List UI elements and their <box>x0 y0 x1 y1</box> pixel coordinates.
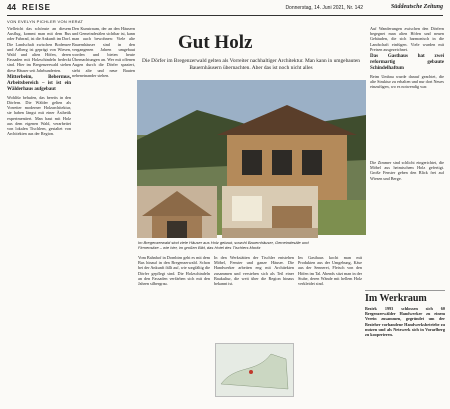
box-title: Im Werkraum <box>365 293 427 304</box>
region-map <box>215 343 294 397</box>
headline-title: Gut Holz <box>178 32 253 53</box>
article-column-6: Auf Wanderungen zwischen den Dörfern begegnet man alten Höfen und neuen Gebäuden, die sich harmonisch in die Landschaft einfügen. Viele wurden mit Preisen ausgezeichnet. Das Gasthaus hat zwei reformartig gebaute Schindelhaftum Beim Umbau wurde darauf geachtet, die alte Struktur zu erhalten und nur dort Neues einzufügen, wo es notwendig war. <box>370 26 444 90</box>
photo-room <box>222 186 318 238</box>
box-text: Bezirk 1993 schlossen sich 60 Bregenzerwälder Handwerker zu einem Verein zusammen, gegründet um der Bezieher vorhandene Handwerksbetriebe zu nutzen und als Netzwerk sich in Vorarlberg zu kooperieren. <box>365 306 445 338</box>
subhead-left: Mitterbeim, Bebermus, Arbeitsbereich – ist ist ein Wälderhaus aufgebaut <box>7 74 71 92</box>
byline: VON EVELYN PICHLER VON HERAT <box>7 19 84 24</box>
section-title: REISE <box>22 3 52 12</box>
photo-house-interior <box>137 186 217 238</box>
subhead-right: Das Gasthaus hat zwei reformartig gebaute Schindelhaftum <box>370 54 444 72</box>
newspaper-name: Süddeutsche Zeitung <box>390 4 443 10</box>
article-column-2: Den Kunstraum, der an den Häusern und Gemeindesälen sichtbar ist, kann man auch bewohnen: Viele alte Bauernhäuser sind in den vergangenen Jahren umgebaut worden und bieten heute Übernachtungen an. Wer mit offenen Augen durch die Dörfer spaziert, sieht alte und neue Bauten nebeneinander stehen. <box>72 26 135 78</box>
article-column-1: Vielleicht das schönste an diesem Ausflug, kommt man mit dem Bus oder Fahrrad, ist die Ankunft im Dorf. Die Landschaft zwischen Bodensee und Arlberg ist geprägt von Wiesen, Wald und alten Höfen, deren Fassaden mit Holzschindeln bedeckt sind. Hier im Bregenzerwald stehen diese Häuser seit Jahrhunderten. Mitterbeim, Bebermus, Arbeitsbereich – ist ist ein Wälderhaus aufgebaut Wohlfür behufen, das bereits in den Dörfern. Die Wälder gelten als Vorreiter moderner Holzarchitektur, sie haben längst mit einer Ästhetik experimentiert. Man baut mit Holz aus dem eigenen Wald, verarbeitet von lokalen Tischlern, gestaltet von Architekten aus der Region. <box>7 26 71 137</box>
page-number: 44 <box>7 3 16 12</box>
article-column-3: Vom Bahnhof in Dornbirn geht es mit dem Bus hinauf in den Bregenzerwald. Schon bei der Ankunft fällt auf, wie sorgfältig die Dörfer gepflegt sind. Die Holzschindeln an den Fassaden verfärben sich mit den Jahren silbergrau. <box>138 255 210 287</box>
page-header <box>7 3 443 16</box>
article-column-4: In den Werkstätten der Tischler entstehen Möbel, Fenster und ganze Häuser. Die Handwerker arbeiten eng mit Architekten zusammen und verstehen sich als Teil einer Baukultur, die weit über die Region hinaus bekannt ist. <box>214 255 294 287</box>
box-divider <box>365 290 445 291</box>
photo-caption: Im Bregenzerwald sind viele Häuser aus Holz gebaut, sowohl Bauernhäuser, Gemeindesäle und Firmensitze – wie hier, im großen Bild, das Hotel des Tischlers Moritz <box>138 240 309 250</box>
article-column-5: Im Gasthaus kocht man mit Produkten aus der Umgebung, Käse aus der Sennerei, Fleisch von den Höfen im Tal. Abends sitzt man in der Stube, deren Wände mit hellem Holz verkleidet sind. <box>298 255 362 287</box>
article-column-7: Die Zimmer sind schlicht eingerichtet, die Möbel aus heimischem Holz gefertigt. Große Fenster geben den Blick frei auf Wiesen und Berge. <box>370 160 444 181</box>
headline-deck: Die Dörfer im Bregenzerwald gelten als Vorreiter nachhaltiger Architektur. Man kann in umgebauten Bauernhäusern übernachten. Aber das ist noch nicht alles <box>142 58 360 71</box>
issue-date: Donnerstag, 14. Juni 2021, Nr. 142 <box>285 5 363 11</box>
